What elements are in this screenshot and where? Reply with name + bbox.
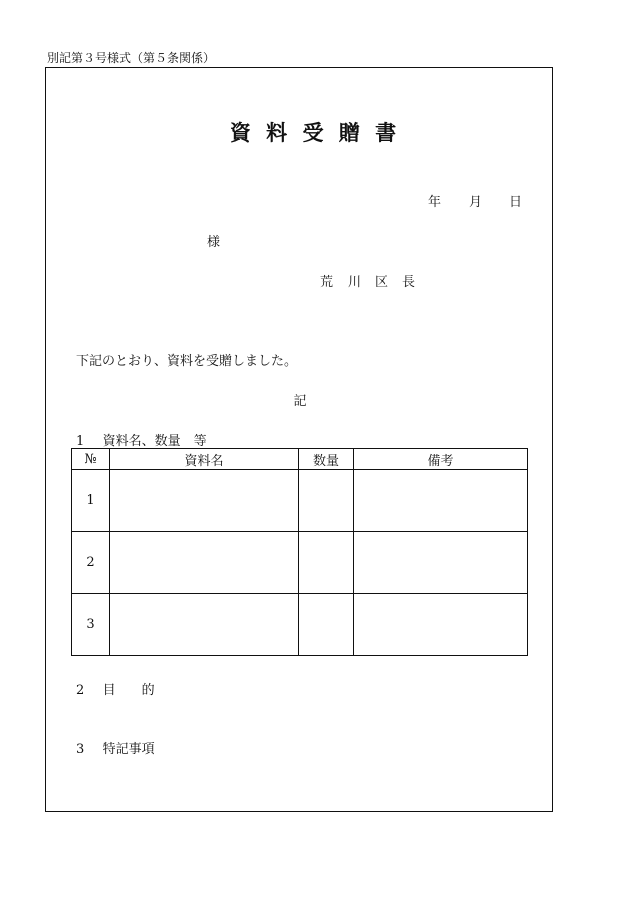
cell-name[interactable] [110, 532, 299, 594]
date-month: 月 [469, 195, 483, 210]
table-row [72, 532, 528, 594]
section-2-label: 目 的 [102, 683, 155, 698]
header-no: № [72, 449, 110, 470]
section-2-number: 2 [76, 683, 85, 698]
section-3-heading [76, 738, 155, 757]
cell-quantity[interactable] [299, 594, 354, 656]
table-header-row [72, 449, 528, 470]
cell-name[interactable] [110, 470, 299, 532]
cell-quantity[interactable] [299, 470, 354, 532]
section-1-label: 資料名、数量 等 [102, 434, 207, 449]
cell-remarks[interactable] [354, 470, 528, 532]
table-row [72, 470, 528, 532]
section-3-label: 特記事項 [102, 742, 155, 757]
sender-char: 荒 [320, 275, 334, 290]
row-number: 2 [72, 532, 110, 594]
section-2-heading [76, 679, 155, 698]
section-3-number: 3 [76, 742, 85, 757]
date-year: 年 [428, 195, 442, 210]
addressee-suffix: 様 [207, 235, 221, 250]
cell-quantity[interactable] [299, 532, 354, 594]
table-row [72, 594, 528, 656]
items-table [71, 448, 528, 656]
header-remarks: 備考 [354, 449, 528, 470]
section-1-number: 1 [76, 434, 85, 449]
cell-remarks[interactable] [354, 594, 528, 656]
date-day: 日 [509, 195, 523, 210]
row-number: 3 [72, 594, 110, 656]
header-quantity: 数量 [299, 449, 354, 470]
row-number: 1 [72, 470, 110, 532]
ki-heading: 記 [293, 394, 307, 409]
cell-name[interactable] [110, 594, 299, 656]
document-title: 資 料 受 贈 書 [229, 120, 401, 145]
header-name: 資料名 [110, 449, 299, 470]
sender-char: 区 [375, 275, 389, 290]
form-id: 別記第３号様式（第５条関係） [47, 51, 216, 65]
sender-char: 長 [402, 275, 416, 290]
cell-remarks[interactable] [354, 532, 528, 594]
section-1-heading [76, 430, 207, 449]
body-text: 下記のとおり、資料を受贈しました。 [76, 354, 298, 369]
sender-char: 川 [348, 275, 362, 290]
